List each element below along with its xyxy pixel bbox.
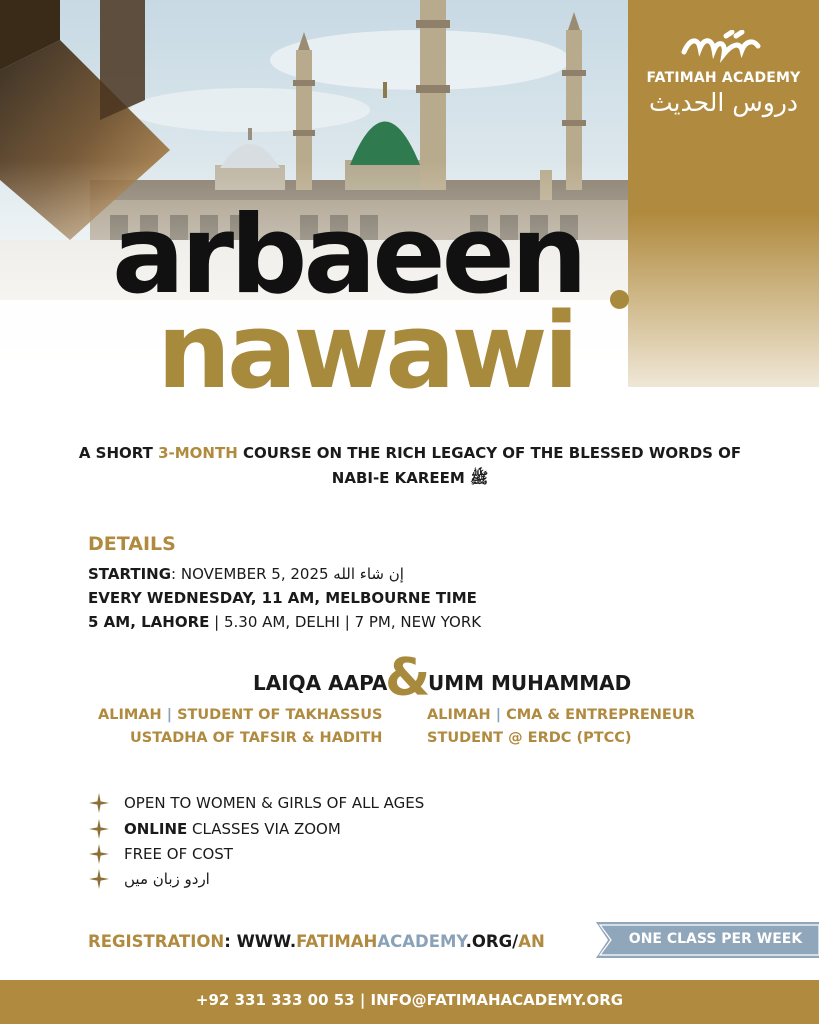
title-line-2: nawawi — [157, 290, 576, 412]
feature-online — [124, 820, 341, 838]
left-cred-separator: | — [161, 707, 178, 723]
starting-line — [88, 565, 404, 583]
teacher-right-credential-1 — [427, 707, 695, 723]
registration-line — [88, 932, 545, 951]
feature-item — [88, 792, 424, 814]
subtitle-part-2: COURSE ON THE RICH LEGACY OF THE BLESSED WORDS OF — [237, 444, 742, 462]
left-cred-alimah: ALIMAH — [98, 707, 162, 723]
lahore-time: 5 AM, LAHORE — [88, 613, 210, 631]
title-dot — [610, 290, 629, 309]
url-path: AN — [518, 932, 545, 951]
schedule-line — [88, 589, 477, 607]
url-academy: ACADEMY — [377, 932, 466, 951]
timezones-line — [88, 613, 481, 631]
subtitle-duration: 3-MONTH — [158, 444, 238, 462]
schedule-text: EVERY WEDNESDAY, 11 AM, MELBOURNE TIME — [88, 589, 477, 607]
url-www: WWW. — [236, 932, 297, 951]
feature-item — [88, 818, 341, 840]
sparkle-star-icon — [88, 843, 110, 865]
right-cred-separator: | — [490, 707, 507, 723]
sparkle-star-icon — [88, 818, 110, 840]
right-cred-alimah: ALIMAH — [427, 707, 491, 723]
academy-logo-icon — [668, 30, 778, 70]
registration-colon: : — [224, 932, 237, 951]
feature-online-bold: ONLINE — [124, 820, 188, 838]
teacher-left-credential-1 — [98, 707, 383, 723]
title-line-1: arbaeen — [112, 193, 584, 318]
class-frequency-text: ONE CLASS PER WEEK — [628, 931, 803, 947]
details-heading: DETAILS — [88, 533, 176, 555]
teacher-left-name: LAIQA AAPA — [253, 671, 388, 695]
footer-contact: +92 331 333 00 53 | INFO@FATIMAHACADEMY.ORG — [195, 991, 624, 1009]
teacher-right-credential-2: STUDENT @ ERDC (PTCC) — [427, 730, 632, 746]
feature-urdu: اردو زبان میں — [124, 870, 210, 888]
feature-online-rest: CLASSES VIA ZOOM — [187, 820, 341, 838]
registration-link[interactable] — [237, 932, 545, 951]
starting-value: : NOVEMBER 5, 2025 إن شاء الله — [171, 565, 404, 583]
feature-item — [88, 868, 210, 890]
teacher-right-name: UMM MUHAMMAD — [428, 671, 632, 695]
feature-open-to-all: OPEN TO WOMEN & GIRLS OF ALL AGES — [124, 794, 425, 812]
academy-name: FATIMAH ACADEMY — [646, 70, 801, 86]
feature-free: FREE OF COST — [124, 845, 233, 863]
sparkle-star-icon — [88, 792, 110, 814]
subtitle-part-1: A SHORT — [78, 444, 159, 462]
other-times: | 5.30 AM, DELHI | 7 PM, NEW YORK — [209, 613, 482, 631]
ampersand: & — [385, 648, 431, 708]
academy-arabic-name: دروس الحديث — [648, 88, 799, 117]
sparkle-star-icon — [88, 868, 110, 890]
feature-item — [88, 843, 233, 865]
url-fatimah: FATIMAH — [296, 932, 378, 951]
starting-label: STARTING — [88, 565, 172, 583]
subtitle-line-2: NABI-E KAREEM ﷺ — [331, 469, 489, 487]
course-subtitle — [60, 441, 760, 491]
right-cred-cma: CMA & ENTREPRENEUR — [506, 707, 695, 723]
teacher-left-credential-2: USTADHA OF TAFSIR & HADITH — [130, 730, 383, 746]
registration-label: REGISTRATION — [88, 932, 225, 951]
url-org: .ORG/ — [465, 932, 519, 951]
left-cred-takhassus: STUDENT OF TAKHASSUS — [177, 707, 383, 723]
